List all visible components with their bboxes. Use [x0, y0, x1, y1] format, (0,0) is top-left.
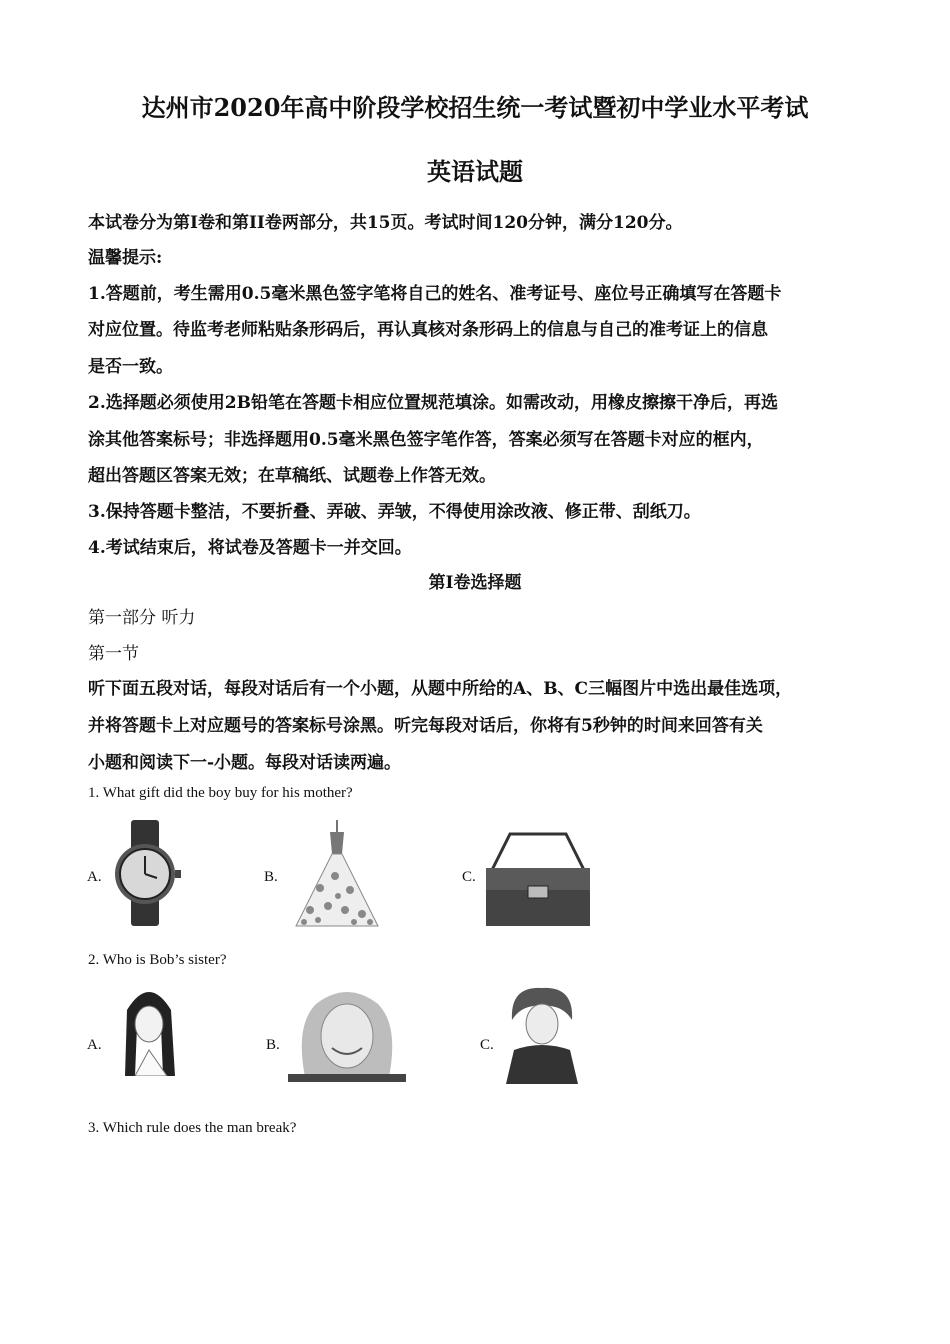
q1-option-b-label: B.: [264, 869, 278, 885]
exam-subtitle: 英语试题: [427, 157, 523, 186]
handbag-icon: [478, 830, 598, 928]
q2-option-b-label: B.: [266, 1037, 280, 1053]
short-hair-woman-icon: [494, 984, 590, 1084]
q1-option-a-label: A.: [87, 869, 102, 885]
tip-1-line-2: 对应位置。待监考老师粘贴条形码后，再认真核对条形码上的信息与自己的准考证上的信息: [88, 320, 768, 340]
part-heading: 第一部分 听力: [88, 608, 196, 628]
question-2: 2. Who is Bob’s sister?: [88, 952, 227, 968]
question-3: 3. Which rule does the man break?: [88, 1120, 297, 1136]
tip-4: 4.考试结束后，将试卷及答题卡一并交回。: [88, 538, 412, 558]
tip-2-line-2: 涂其他答案标号；非选择题用0.5毫米黑色签字笔作答，答案必须写在答题卡对应的框内，: [88, 430, 764, 450]
instructions-line-3: 小题和阅读下一-小题。每段对话读两遍。: [88, 753, 402, 773]
blonde-woman-icon: [288, 986, 406, 1082]
wristwatch-icon: [105, 818, 185, 928]
question-1: 1. What gift did the boy buy for his mother?: [88, 785, 353, 801]
tip-2-line-3: 超出答题区答案无效；在草稿纸、试题卷上作答无效。: [88, 466, 496, 486]
tip-1-line-3: 是否一致。: [88, 357, 173, 377]
tip-1-line-1: 1.答题前，考生需用0.5毫米黑色签字笔将自己的姓名、准考证号、座位号正确填写在答题卡: [88, 284, 782, 304]
tip-heading: 温馨提示:: [88, 248, 163, 268]
instructions-line-1: 听下面五段对话，每段对话后有一个小题，从题中所给的A、B、C三幅图片中选出最佳选项，: [88, 679, 793, 699]
exam-title: 达州市2020年高中阶段学校招生统一考试暨初中学业水平考试: [141, 93, 809, 122]
flower-dress-icon: [290, 818, 385, 930]
intro-line: 本试卷分为第I卷和第II卷两部分，共15页。考试时间120分钟，满分120分。: [88, 213, 683, 233]
volume-heading: 第I卷选择题: [428, 573, 522, 593]
long-hair-girl-icon: [105, 980, 193, 1076]
q2-option-c-label: C.: [480, 1037, 494, 1053]
tip-2-line-1: 2.选择题必须使用2B铅笔在答题卡相应位置规范填涂。如需改动，用橡皮擦擦干净后，再选: [88, 393, 778, 413]
q1-option-c-label: C.: [462, 869, 476, 885]
tip-3: 3.保持答题卡整洁，不要折叠、弄破、弄皱，不得使用涂改液、修正带、刮纸刀。: [88, 502, 701, 522]
subsection-heading: 第一节: [88, 644, 139, 664]
q2-option-a-label: A.: [87, 1037, 102, 1053]
instructions-line-2: 并将答题卡上对应题号的答案标号涂黑。听完每段对话后，你将有5秒钟的时间来回答有关: [88, 716, 763, 736]
